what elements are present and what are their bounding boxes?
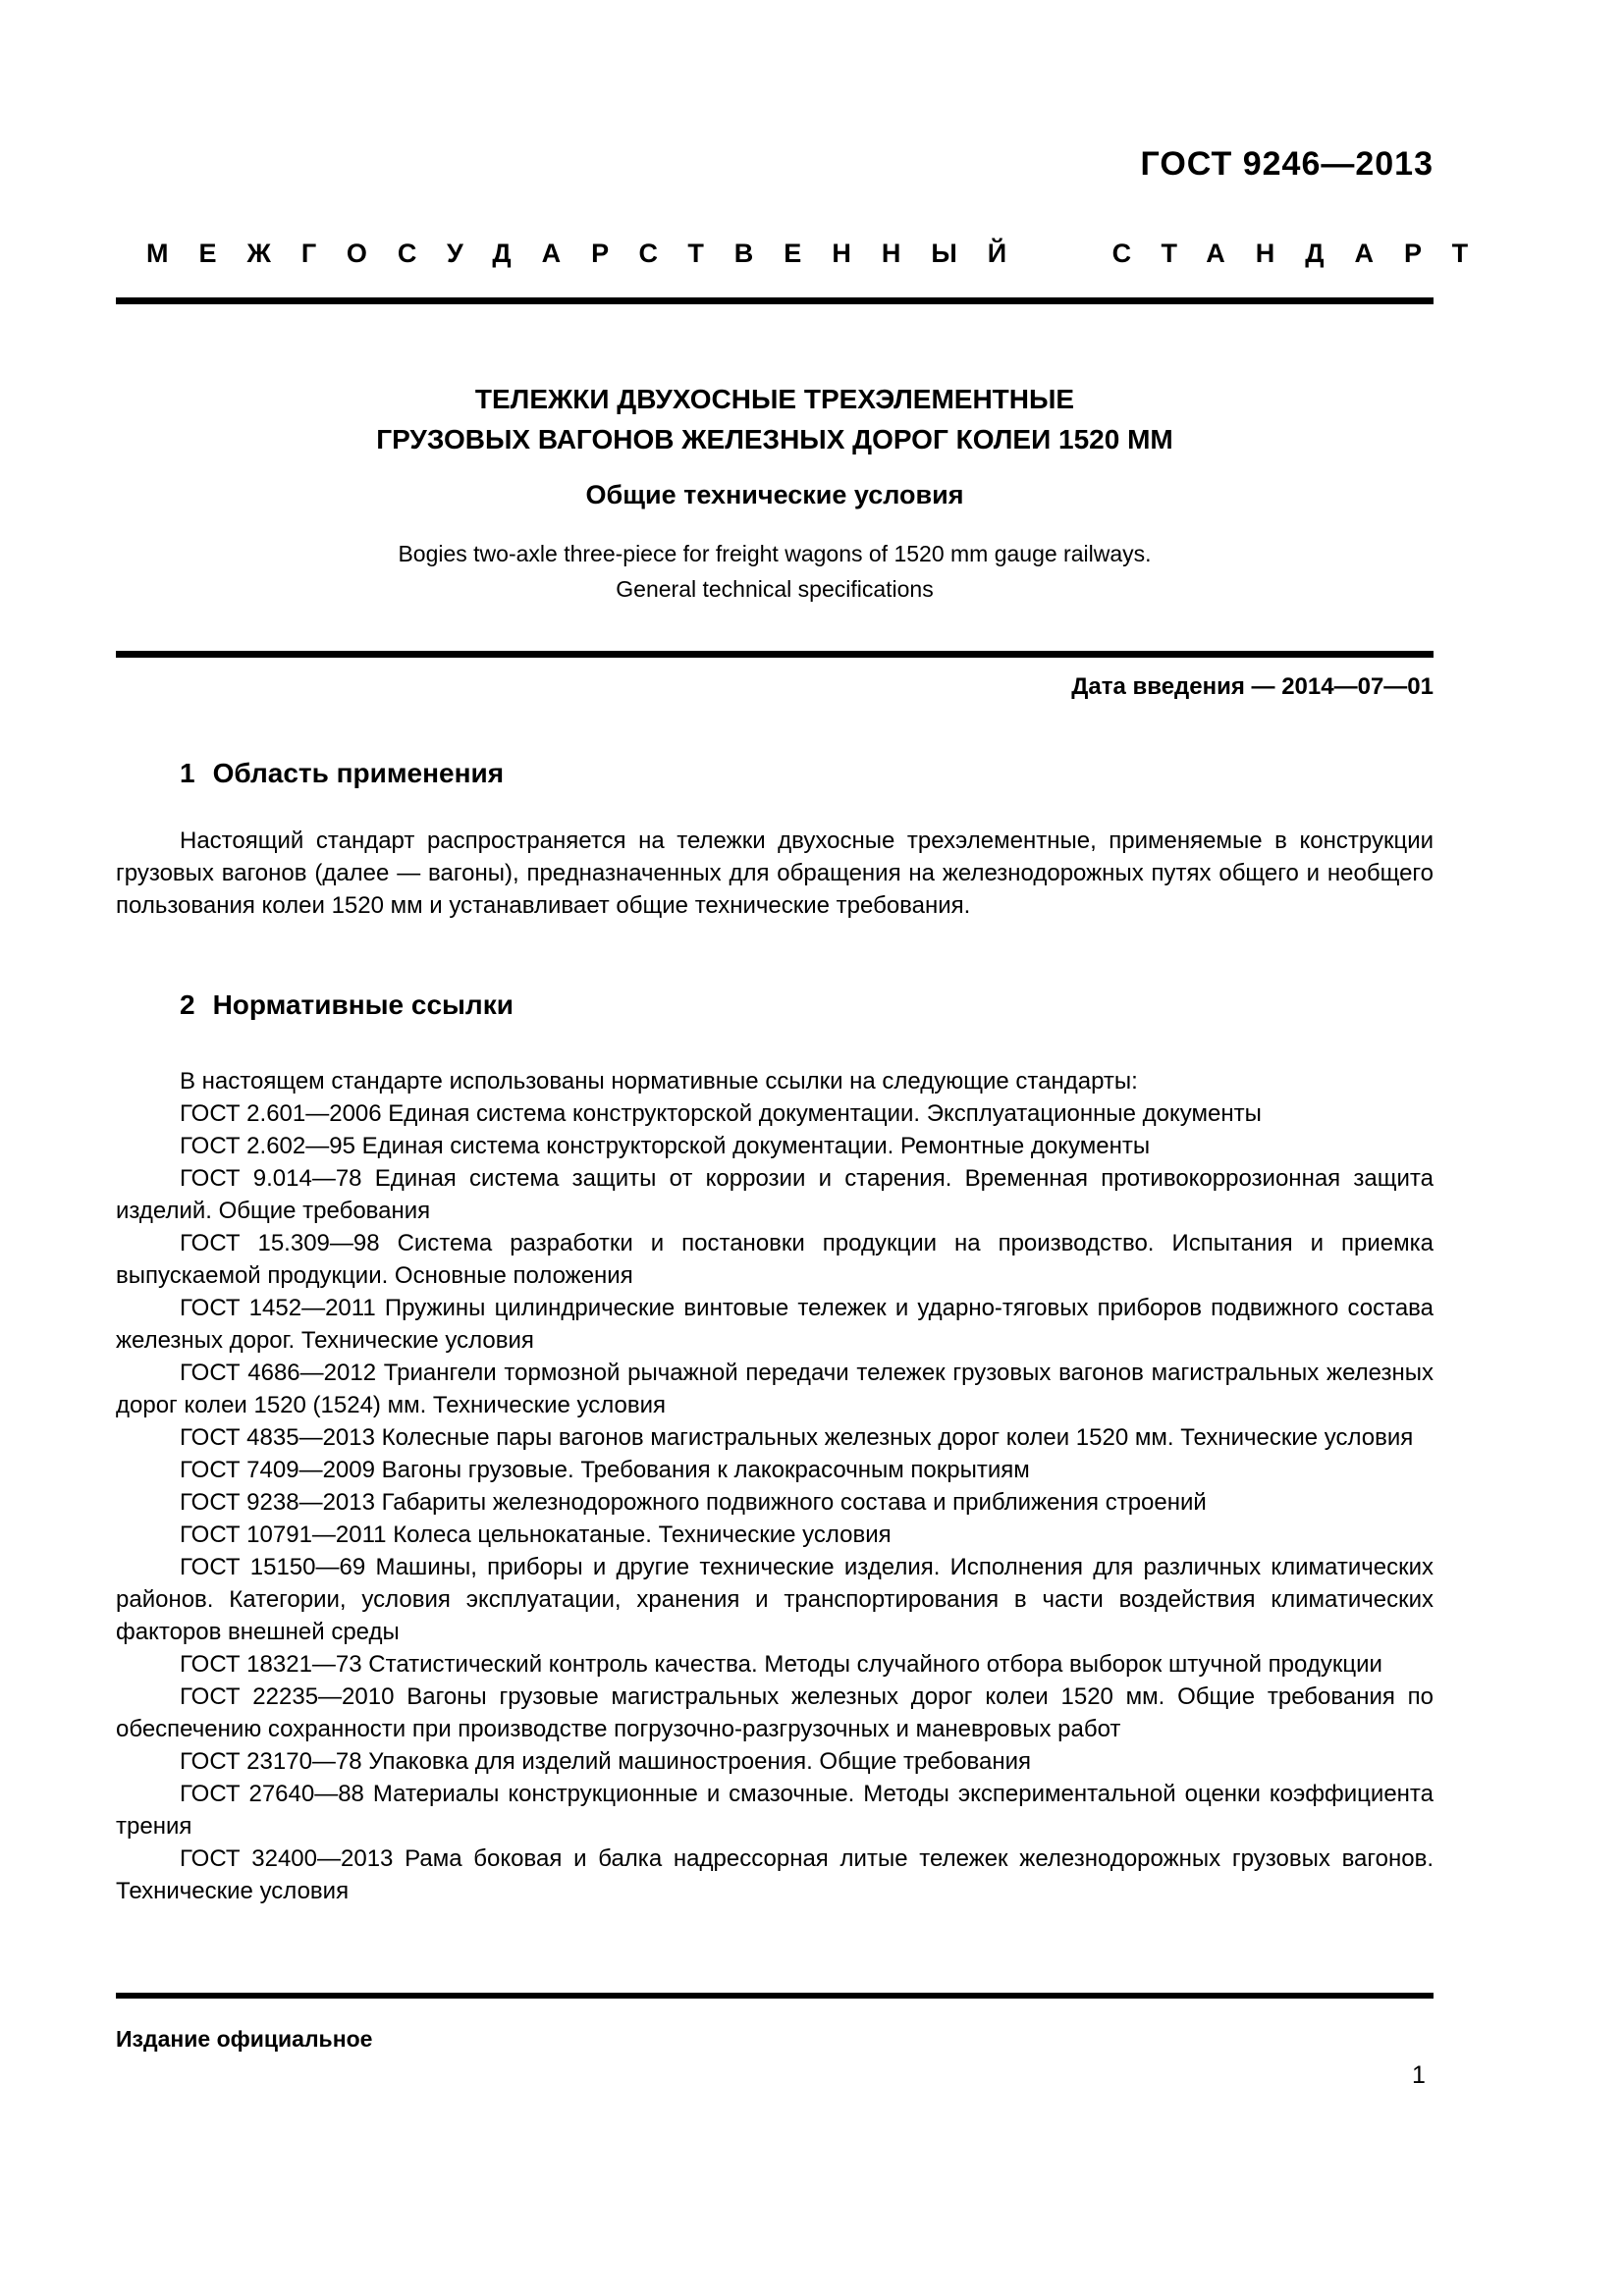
subtitle-english-line-1: Bogies two-axle three-piece for freight wagons of 1520 mm gauge railways. [398,541,1152,566]
reference-item: ГОСТ 7409—2009 Вагоны грузовые. Требования к лакокрасочным покрытиям [180,1457,1030,1483]
subtitle-english-line-2: General technical specifications [616,576,934,602]
reference-item: ГОСТ 32400—2013 Рама боковая и балка надрессорная литые тележек железнодорожных грузовых вагонов. Технические условия [116,1845,1434,1904]
reference-item: ГОСТ 9.014—78 Единая система защиты от коррозии и старения. Временная противокоррозионная защита изделий. Общие требования [116,1165,1434,1224]
reference-item: ГОСТ 2.601—2006 Единая система конструкторской документации. Эксплуатационные документы [180,1100,1262,1127]
reference-item: ГОСТ 23170—78 Упаковка для изделий машиностроения. Общие требования [180,1748,1032,1775]
title-divider [116,651,1434,658]
paragraph: В настоящем стандарте использованы нормативные ссылки на следующие стандарты: [180,1068,1138,1095]
section-1-title: Область применения [212,758,505,788]
section-1-body [116,825,1434,922]
effective-date: Дата введения — 2014—07—01 [1071,673,1434,700]
section-1-heading [116,758,1497,789]
title-line-2: ГРУЗОВЫХ ВАГОНОВ ЖЕЛЕЗНЫХ ДОРОГ КОЛЕИ 1520 ММ [376,424,1173,454]
reference-item: ГОСТ 15.309—98 Система разработки и постановки продукции на производство. Испытания и приемка выпускаемой продукции. Основные положения [116,1230,1434,1289]
doc-code: ГОСТ 9246—2013 [1140,145,1434,183]
paragraph: Настоящий стандарт распространяется на тележки двухосные трехэлементные, применяемые в конструкции грузовых вагонов (далее — вагоны), предназначенных для обращения на железнодорожных путях общего и необщего пользования колеи 1520 мм и устанавливает общие технические требования. [116,828,1434,919]
section-2-body [116,1065,1434,1907]
subtitle-russian: Общие технические условия [585,480,964,509]
header-divider [116,297,1434,304]
reference-item: ГОСТ 1452—2011 Пружины цилиндрические винтовые тележек и ударно-тяговых приборов подвижного состава железных дорог. Технические условия [116,1295,1434,1354]
section-1-number: 1 [180,758,195,788]
edition-note: Издание официальное [116,2026,373,2052]
section-2-number: 2 [180,989,195,1020]
reference-item: ГОСТ 18321—73 Статистический контроль качества. Методы случайного отбора выборок штучной продукции [180,1651,1382,1678]
reference-item: ГОСТ 9238—2013 Габариты железнодорожного подвижного состава и приближения строений [180,1489,1207,1516]
reference-item: ГОСТ 4835—2013 Колесные пары вагонов магистральных железных дорог колеи 1520 мм. Технические условия [180,1424,1414,1451]
reference-item: ГОСТ 10791—2011 Колеса цельнокатаные. Технические условия [180,1522,892,1548]
reference-item: ГОСТ 22235—2010 Вагоны грузовые магистральных железных дорог колеи 1520 мм. Общие требования по обеспечению сохранности при производстве погрузочно-разгрузочных и маневровых работ [116,1683,1434,1742]
footer-divider [116,1993,1434,1999]
page-number: 1 [1412,2061,1426,2089]
reference-item: ГОСТ 27640—88 Материалы конструкционные и смазочные. Методы экспериментальной оценки коэффициента трения [116,1781,1434,1840]
reference-item: ГОСТ 2.602—95 Единая система конструкторской документации. Ремонтные документы [180,1133,1151,1159]
standard-category-header: МЕЖГОСУДАРСТВЕННЫЙ СТАНДАРТ [146,239,1499,268]
section-2-heading [116,989,1497,1021]
reference-item: ГОСТ 15150—69 Машины, приборы и другие технические изделия. Исполнения для различных климатических районов. Категории, условия эксплуатации, хранения и транспортирования в части воздействия климатических факторов внешней среды [116,1554,1434,1645]
section-2-title: Нормативные ссылки [212,989,514,1020]
reference-item: ГОСТ 4686—2012 Триангели тормозной рычажной передачи тележек грузовых вагонов магистральных железных дорог колеи 1520 (1524) мм. Технические условия [116,1360,1434,1418]
title-block [116,379,1434,459]
subtitle-english [116,536,1434,607]
title-line-1: ТЕЛЕЖКИ ДВУХОСНЫЕ ТРЕХЭЛЕМЕНТНЫЕ [474,384,1075,414]
